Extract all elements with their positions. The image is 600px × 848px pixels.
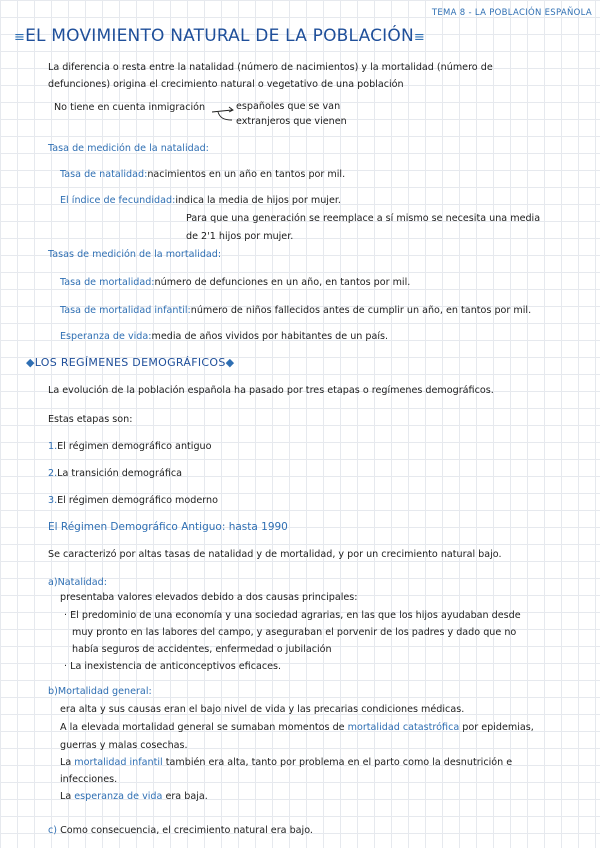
- branch-immigrants: extranjeros que vienen: [236, 116, 347, 127]
- mortalidad-line-6-b: era baja.: [162, 791, 208, 802]
- intro-line-2: defunciones) origina el crecimiento natural o vegetativo de una población: [48, 79, 404, 90]
- stages-intro: Estas etapas son:: [48, 414, 133, 425]
- esperanza-row: [60, 331, 388, 342]
- fecundidad-line-2: Para que una generación se reemplace a sí mismo se necesita una media: [186, 213, 541, 224]
- evolution-text: La evolución de la población española ha pasado por tres etapas o regímenes demográficos.: [48, 385, 494, 396]
- heading-left-marker-icon: ◆: [26, 356, 35, 369]
- regimenes-heading: [26, 356, 234, 369]
- antiguo-summary: Se caracterizó por altas tasas de natalidad y de mortalidad, y por un crecimiento natural bajo.: [48, 549, 502, 560]
- mortalidad-infantil-label: Tasa de mortalidad infantil:: [60, 305, 191, 316]
- stage-number: 3.: [48, 495, 58, 506]
- natalidad-letter: a): [48, 577, 58, 588]
- mortalidad-label-row: [48, 686, 152, 697]
- fecundidad-line-3: de 2'1 hijos por mujer.: [186, 231, 294, 242]
- stage-text: El régimen demográfico antiguo: [57, 441, 212, 452]
- branch-emigrants: españoles que se van: [236, 101, 341, 112]
- crecimiento-row: [48, 825, 313, 836]
- page-title: [14, 26, 425, 46]
- natalidad-measures-heading: Tasa de medición de la natalidad:: [48, 143, 209, 154]
- stage-item: [48, 495, 218, 506]
- mortalidad-infantil-text: número de niños fallecidos antes de cumplir un año, en tantos por mil.: [190, 305, 532, 316]
- mortalidad-measures-heading: Tasas de medición de la mortalidad:: [48, 249, 222, 260]
- title-right-deco-icon: ≡: [413, 30, 425, 45]
- mortalidad-line-4-b: también era alta, tanto por problema en el parto como la desnutrición e: [162, 757, 513, 768]
- tasa-natalidad-row: [60, 169, 345, 180]
- esperanza-vida-term: esperanza de vida: [74, 791, 163, 802]
- stage-number: 1.: [48, 441, 58, 452]
- natalidad-cause-1-line-2: muy pronto en las labores del campo, y aseguraban el porvenir de los padres y dado que no: [72, 627, 517, 638]
- crecimiento-letter: c): [48, 825, 58, 836]
- mortalidad-label: Mortalidad general:: [57, 686, 152, 697]
- mortalidad-line-4-a: La: [60, 757, 75, 768]
- stage-text: El régimen demográfico moderno: [57, 495, 218, 506]
- page-title-text: EL MOVIMIENTO NATURAL DE LA POBLACIÓN: [25, 26, 414, 46]
- mortalidad-line-6: [60, 791, 208, 802]
- tasa-natalidad-text: nacimientos en un año en tantos por mil.: [147, 169, 346, 180]
- crecimiento-text: Como consecuencia, el crecimiento natural era bajo.: [60, 825, 313, 836]
- heading-right-marker-icon: ◆: [225, 356, 235, 369]
- mortalidad-line-5: infecciones.: [60, 774, 118, 785]
- natalidad-cause-1-line-3: había seguros de accidentes, enfermedad o jubilación: [72, 644, 332, 655]
- esperanza-text: media de años vividos por habitantes de un país.: [151, 331, 389, 342]
- natalidad-cause-2: · La inexistencia de anticonceptivos eficaces.: [64, 661, 282, 672]
- tasa-natalidad-label: Tasa de natalidad:: [60, 169, 148, 180]
- esperanza-label: Esperanza de vida:: [60, 331, 152, 342]
- mortalidad-infantil-row: [60, 305, 531, 316]
- stage-text: La transición demográfica: [57, 468, 183, 479]
- fecundidad-row: [60, 195, 341, 206]
- mortalidad-line-2-a: A la elevada mortalidad general se sumaban momentos de: [60, 722, 348, 733]
- stage-item: [48, 441, 212, 452]
- mortalidad-line-4: [60, 757, 512, 768]
- no-immigration-label: No tiene en cuenta inmigración: [54, 102, 206, 113]
- fecundidad-label: El índice de fecundidad:: [60, 195, 176, 206]
- mortalidad-infantil-term: mortalidad infantil: [74, 757, 163, 768]
- title-left-deco-icon: ≡: [14, 30, 26, 45]
- intro-line-1: La diferencia o resta entre la natalidad (número de nacimientos) y la mortalidad (número de: [48, 62, 493, 73]
- natalidad-label: Natalidad:: [57, 577, 107, 588]
- antiguo-heading: El Régimen Demográfico Antiguo: hasta 1990: [48, 521, 288, 533]
- stage-number: 2.: [48, 468, 58, 479]
- mortalidad-catastrofica-term: mortalidad catastrófica: [347, 722, 460, 733]
- natalidad-intro: presentaba valores elevados debido a dos causas principales:: [60, 592, 358, 603]
- regimenes-heading-text: LOS REGÍMENES DEMOGRÁFICOS: [34, 356, 226, 369]
- mortalidad-line-6-a: La: [60, 791, 75, 802]
- mortalidad-line-3: guerras y malas cosechas.: [60, 740, 188, 751]
- mortalidad-line-2-b: por epidemias,: [459, 722, 534, 733]
- topic-label: TEMA 8 - LA POBLACIÓN ESPAÑOLA: [431, 8, 592, 18]
- tasa-mortalidad-text: número de defunciones en un año, en tantos por mil.: [154, 277, 411, 288]
- natalidad-label-row: [48, 577, 107, 588]
- tasa-mortalidad-label: Tasa de mortalidad:: [60, 277, 155, 288]
- stage-item: [48, 468, 182, 479]
- mortalidad-letter: b): [48, 686, 58, 697]
- mortalidad-line-1: era alta y sus causas eran el bajo nivel de vida y las precarias condiciones médicas.: [60, 704, 465, 715]
- natalidad-cause-1-line-1: · El predominio de una economía y una sociedad agrarias, en las que los hijos ayudaban desde: [64, 610, 521, 621]
- branch-arrow-icon: [210, 104, 238, 124]
- tasa-mortalidad-row: [60, 277, 410, 288]
- fecundidad-text: indica la media de hijos por mujer.: [175, 195, 341, 206]
- mortalidad-line-2: [60, 722, 534, 733]
